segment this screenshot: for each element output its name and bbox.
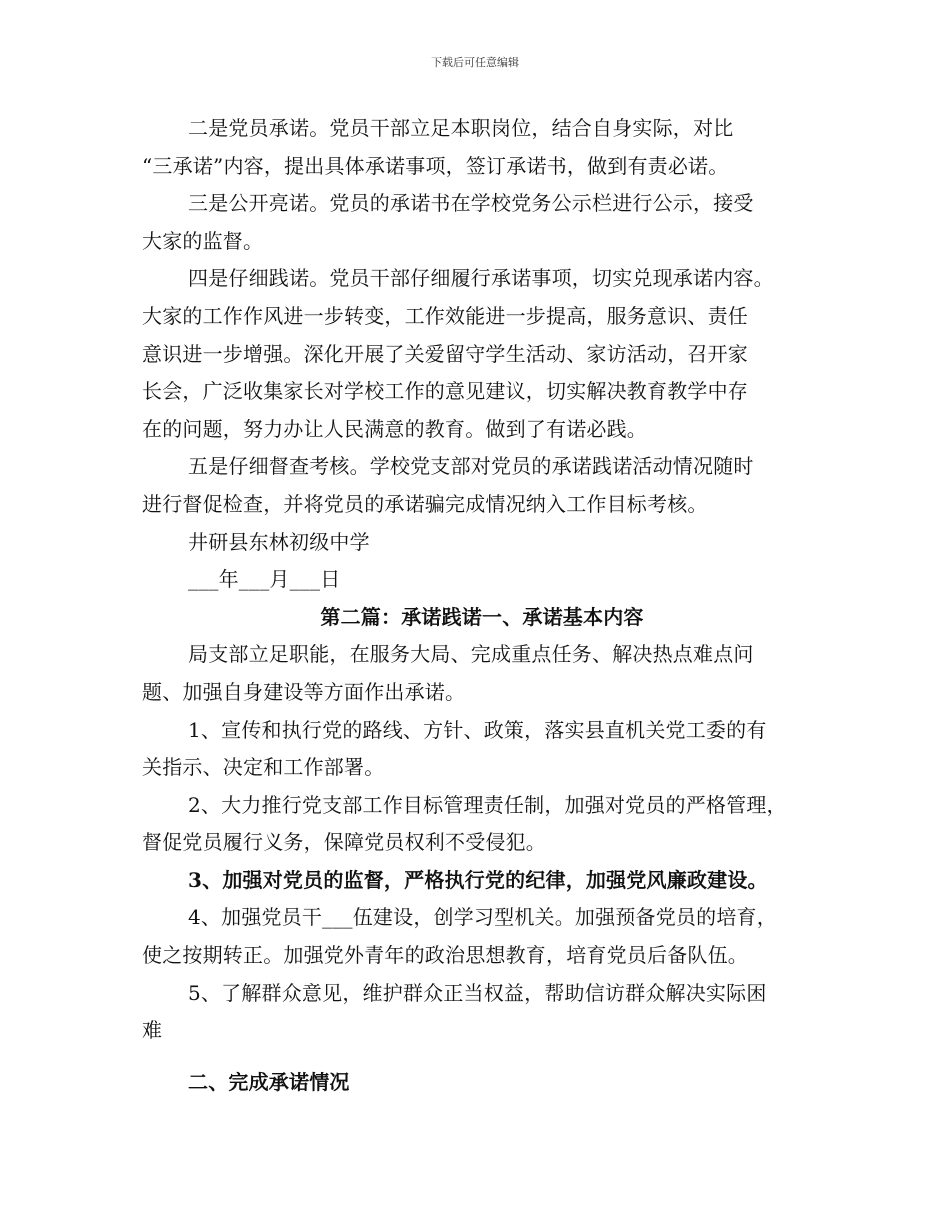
paragraph-line: 二是党员承诺。党员干部立足本职岗位，结合自身实际，对比 [188,116,734,140]
paragraph-line: 局支部立足职能，在服务大局、完成重点任务、解决热点难点问 [188,642,754,667]
paragraph-line: 意识进一步增强。深化开展了关爱留守学生活动、家访活动，召开家 [142,341,748,366]
paragraph-line: 督促党员履行义务，保障党员权利不受侵犯。 [142,830,546,855]
paragraph-line: 大家的监督。 [142,228,264,253]
section-title: 第二篇：承诺践诺一、承诺基本内容 [320,604,644,629]
list-item: 4、加强党员干___伍建设，创学习型机关。加强预备党员的培育， [188,905,777,930]
paragraph-line: 在的问题，努力办让人民满意的教育。做到了有诺必践。 [142,416,647,441]
paragraph-line: 难 [142,1018,163,1043]
paragraph-line: 进行督促检查，并将党员的承诺骗完成情况纳入工作目标考核。 [142,491,708,516]
school-signature: 井研县东林初级中学 [188,529,370,554]
list-item-bold: 3、加强对党员的监督，严格执行党的纪律，加强党风廉政建设。 [188,867,768,892]
paragraph-line: 关指示、决定和工作部署。 [142,755,385,780]
date-line: ___年___月___日 [188,567,341,592]
document-body [142,110,822,1101]
paragraph-line: 题、加强自身建设等方面作出承诺。 [142,679,466,704]
paragraph-line: 四是仔细践诺。党员干部仔细履行承诺事项，切实兑现承诺内容。 [188,266,774,291]
header-note: 下载后可任意编辑 [431,56,519,69]
list-item: 5、了解群众意见，维护群众正当权益，帮助信访群众解决实际困 [188,980,767,1005]
paragraph-line: “三承诺”内容，提出具体承诺事项，签订承诺书，做到有责必诺。 [142,153,729,178]
paragraph-line: 大家的工作作风进一步转变，工作效能进一步提高，服务意识、责任 [142,303,748,328]
spacer [142,1050,822,1064]
section-heading: 二、完成承诺情况 [188,1069,350,1094]
paragraph-line: 三是公开亮诺。党员的承诺书在学校党务公示栏进行公示，接受 [188,191,754,216]
paragraph-line: 长会，广泛收集家长对学校工作的意见建议，切实解决教育教学中存 [142,379,748,404]
list-item: 2、大力推行党支部工作目标管理责任制，加强对党员的严格管理， [188,792,787,817]
paragraph-line: 五是仔细督查考核。学校党支部对党员的承诺践诺活动情况随时 [188,454,754,479]
paragraph-line: 使之按期转正。加强党外青年的政治思想教育，培育党员后备队伍。 [142,943,748,968]
list-item: 1、宣传和执行党的路线、方针、政策，落实县直机关党工委的有 [188,717,767,742]
